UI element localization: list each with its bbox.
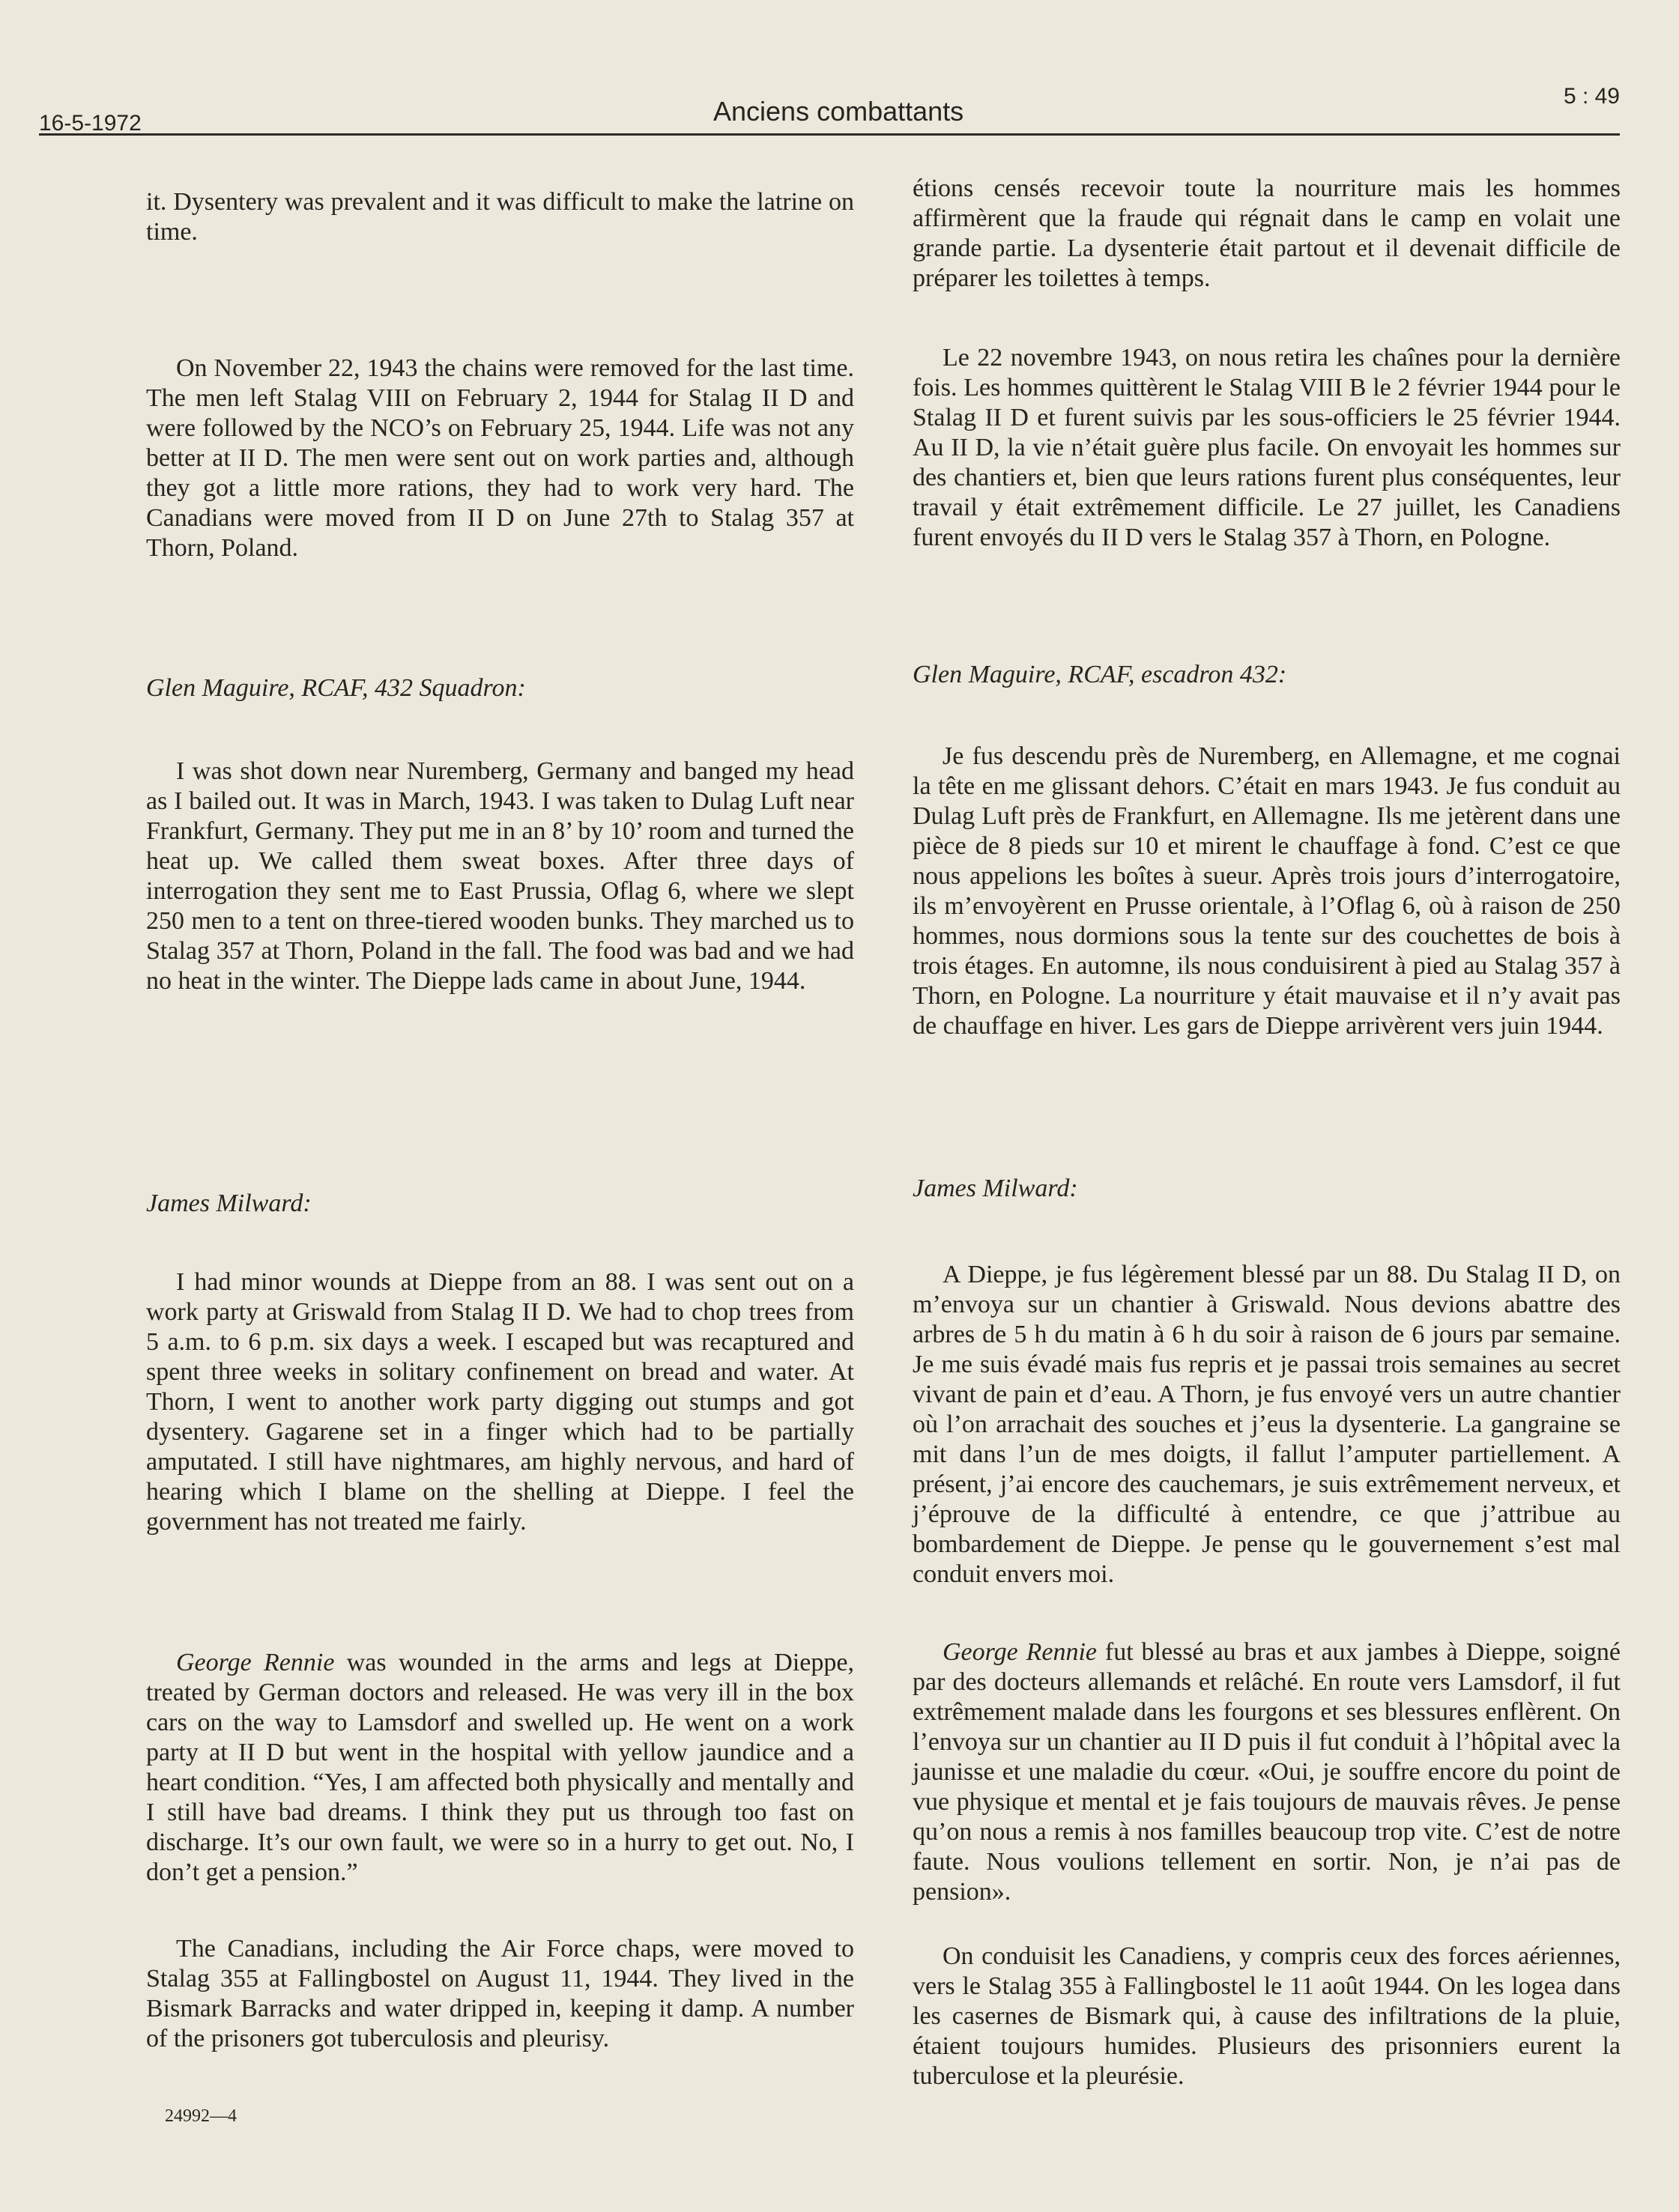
header-page-number: 5 : 49 <box>1563 84 1620 109</box>
paragraph-rennie-texte: fut blessé au bras et aux jambes à Dieppe, soigné par des docteurs allemands et relâché. En route vers Lamsdorf, il fut extrêmement malade dans les fourgons et ses blessures enflèrent. On l’envoya sur un chantier au II D puis il fut conduit à l’hôpital avec la jaunisse et une maladie du cœur. «Oui, je souffre encore du point de vue physique et mental et je fais toujours de mauvais rêves. Je pense qu’on nous a remis à nos familles beaucoup trop vite. C’est de notre faute. Nous voulions tellement en sortir. Non, je n’ai pas de pension». <box>913 1638 1621 1906</box>
paragraph-rennie-text: was wounded in the arms and legs at Dieppe, treated by German doctors and released. He was very ill in the box cars on the way to Lamsdorf and swelled up. He went on a work party at II D but went in the hospital with yellow jaundice and a heart condition. “Yes, I am affected both physically and mentally and I still have bad dreams. I think they put us through too fast on discharge. It’s our own fault, we were so in a hurry to get out. No, I don’t get a pension.” <box>146 1649 854 1886</box>
paragraph-milward-temoignage: A Dieppe, je fus légèrement blessé par un 88. Du Stalag II D, on m’envoya sur un chantier à Griswald. Nous devions abattre des arbres de 5 h du matin à 6 h du soir à raison de 6 jours par semaine. Je me suis évadé mais fus repris et je passai trois semaines au secret vivant de pain et d’eau. A Thorn, je fus envoyé vers un autre chantier où l’on arrachait des souches et j’eus la dysenterie. La gangraine se mit dans l’un de mes doigts, il fallut l’amputer partiellement. A présent, j’ai encore des cauchemars, je suis extrêmement nerveux, et j’éprouve de la difficulté à entendre, ce que j’attribue au bombardement de Dieppe. Je pense qu le gouvernement s’est mal conduit envers moi. <box>913 1261 1621 1588</box>
footer-print-code: 24992—4 <box>165 2106 237 2126</box>
header-title: Anciens combattants <box>713 96 964 127</box>
heading-glen-maguire: Glen Maguire, RCAF, 432 Squadron: <box>146 674 526 702</box>
heading-james-milward: James Milward: <box>146 1190 312 1217</box>
person-name: George Rennie <box>176 1649 335 1676</box>
heading-glen-maguire-fr: Glen Maguire, RCAF, escadron 432: <box>913 661 1287 688</box>
paragraph-rennie-fr <box>913 1637 1621 1907</box>
header-date: 16-5-1972 <box>39 111 142 136</box>
heading-james-milward-fr: James Milward: <box>913 1175 1078 1202</box>
paragraph-chaines-retirees: Le 22 novembre 1943, on nous retira les chaînes pour la dernière fois. Les hommes quittèrent le Stalag VIII B le 2 février 1944 pour le Stalag II D et furent suivis par les sous-officiers le 25 février 1944. Au II D, la vie n’était guère plus facile. On envoyait les hommes sur des chantiers et, bien que leurs rations furent plus conséquentes, leur travail y était extrêmement difficile. Le 27 juillet, les Canadiens furent envoyés du II D vers le Stalag 357 à Thorn, en Pologne. <box>913 344 1621 551</box>
paragraph-chains-removed: On November 22, 1943 the chains were removed for the last time. The men left Stalag VIII on February 2, 1944 for Stalag II D and were followed by the NCO’s on February 25, 1944. Life was not any better at II D. The men were sent out on work parties and, although they got a little more rations, they had to work very hard. The Canadians were moved from II D on June 27th to Stalag 357 at Thorn, Poland. <box>146 354 854 562</box>
paragraph-maguire-testimony: I was shot down near Nuremberg, Germany and banged my head as I bailed out. It was in March, 1943. I was taken to Dulag Luft near Frankfurt, Germany. They put me in an 8’ by 10’ room and turned the heat up. We called them sweat boxes. After three days of interrogation they sent me to East Prussia, Oflag 6, where we slept 250 men to a tent on three-tiered wooden bunks. They marched us to Stalag 357 at Thorn, Poland in the fall. The food was bad and we had no heat in the winter. The Dieppe lads came in about June, 1944. <box>146 757 854 995</box>
header-rule <box>39 133 1620 136</box>
page-header <box>39 81 1620 136</box>
paragraph-rennie <box>146 1648 854 1888</box>
paragraph-stalag-355: The Canadians, including the Air Force chaps, were moved to Stalag 355 at Fallingbostel on August 11, 1944. They lived in the Bismark Barracks and water dripped in, keeping it damp. A number of the prisoners got tuberculosis and pleurisy. <box>146 1935 854 2052</box>
paragraph-maguire-temoignage: Je fus descendu près de Nuremberg, en Allemagne, et me cognai la tête en me glissant dehors. C’était en mars 1943. Je fus conduit au Dulag Luft près de Frankfurt, en Allemagne. Ils me jetèrent dans une pièce de 8 pieds sur 10 et mirent le chauffage à fond. C’est ce que nous appelions les boîtes à sueur. Après trois jours d’interrogatoire, ils m’envoyèrent en Prusse orientale, à l’Oflag 6, où à raison de 250 hommes, nous dormions sous la tente sur des couchettes de bois à trois étages. En automne, ils nous conduisirent à pied au Stalag 357 à Thorn, en Pologne. La nourriture y était mauvaise et il n’y avait pas de chauffage en hiver. Les gars de Dieppe arrivèrent vers juin 1944. <box>913 742 1621 1040</box>
paragraph-dysentery: it. Dysentery was prevalent and it was difficult to make the latrine on time. <box>146 188 854 246</box>
paragraph-stalag-355-fr: On conduisit les Canadiens, y compris ceux des forces aériennes, vers le Stalag 355 à Fallingbostel le 11 août 1944. On les logea dans les casernes de Bismark qui, à cause des infiltrations de la pluie, étaient toujours humides. Plusieurs des prisonniers eurent la tuberculose et la pleurésie. <box>913 1942 1621 2090</box>
paragraph-dysenterie: étions censés recevoir toute la nourriture mais les hommes affirmèrent que la fraude qui régnait dans le camp en volait une grande partie. La dysenterie était partout et il devenait difficile de préparer les toilettes à temps. <box>913 175 1621 292</box>
person-name-fr: George Rennie <box>943 1638 1097 1666</box>
paragraph-milward-testimony: I had minor wounds at Dieppe from an 88. I was sent out on a work party at Griswald from Stalag II D. We had to chop trees from 5 a.m. to 6 p.m. six days a week. I escaped but was recaptured and spent three weeks in solitary confinement on bread and water. At Thorn, I went to another work party digging out stumps and got dysentery. Gagarene set in a finger which had to be partially amputated. I still have nightmares, am highly nervous, and hard of hearing which I blame on the shelling at Dieppe. I feel the government has not treated me fairly. <box>146 1268 854 1536</box>
